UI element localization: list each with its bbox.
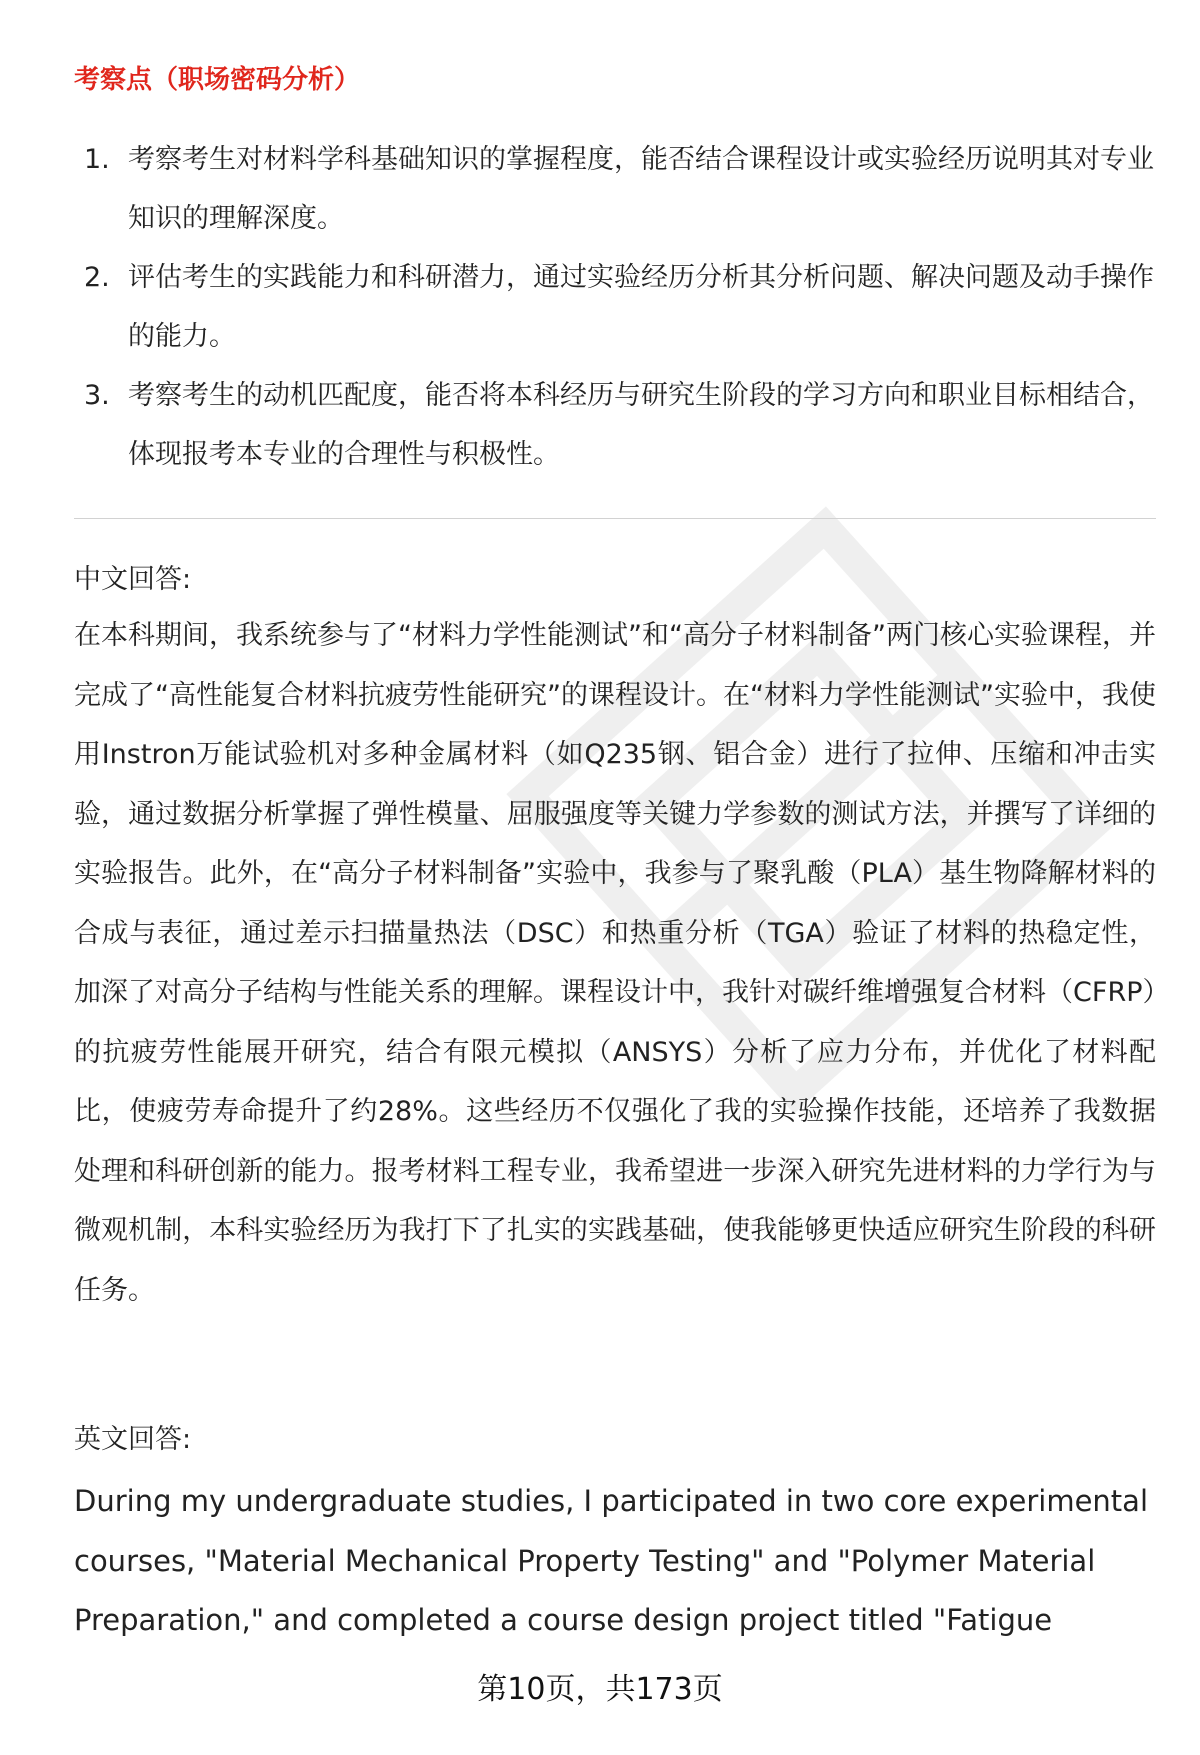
list-number: 1.: [84, 144, 110, 175]
list-item-text: 考察考生对材料学科基础知识的掌握程度，能否结合课程设计或实验经历说明其对专业知识的理解深度。: [128, 144, 1154, 234]
chinese-answer-label: 中文回答:: [74, 564, 192, 595]
list-item: [74, 366, 1154, 484]
list-number: 2.: [84, 262, 110, 293]
list-item: [74, 130, 1154, 248]
list-number: 3.: [84, 380, 110, 411]
section-title: 考察点（职场密码分析）: [74, 65, 361, 95]
page-number: 第10页，共173页: [477, 1672, 723, 1707]
evaluation-points-list: [74, 130, 1154, 484]
list-item-text: 评估考生的实践能力和科研潜力，通过实验经历分析其分析问题、解决问题及动手操作的能力。: [128, 262, 1154, 352]
section-divider: [74, 518, 1156, 519]
list-item: [74, 248, 1154, 366]
chinese-answer-text: 在本科期间，我系统参与了“材料力学性能测试”和“高分子材料制备”两门核心实验课程，并完成了“高性能复合材料抗疲劳性能研究”的课程设计。在“材料力学性能测试”实验中，我使用Instron万能试验机对多种金属材料（如Q235钢、铝合金）进行了拉伸、压缩和冲击实验，通过数据分析掌握了弹性模量、屈服强度等关键力学参数的测试方法，并撰写了详细的实验报告。此外，在“高分子材料制备”实验中，我参与了聚乳酸（PLA）基生物降解材料的合成与表征，通过差示扫描量热法（DSC）和热重分析（TGA）验证了材料的热稳定性，加深了对高分子结构与性能关系的理解。课程设计中，我针对碳纤维增强复合材料（CFRP）的抗疲劳性能展开研究，结合有限元模拟（ANSYS）分析了应力分布，并优化了材料配比，使疲劳寿命提升了约28%。这些经历不仅强化了我的实验操作技能，还培养了我数据处理和科研创新的能力。报考材料工程专业，我希望进一步深入研究先进材料的力学行为与微观机制，本科实验经历为我打下了扎实的实践基础，使我能够更快适应研究生阶段的科研任务。: [74, 620, 1156, 1306]
english-answer-text: During my undergraduate studies, I participated in two core experimental courses, "Material Mechanical Property Testing" and "Polymer Material Preparation," and completed a course design project titled "Fatigue: [74, 1484, 1149, 1637]
english-answer-label: 英文回答:: [74, 1424, 192, 1455]
list-item-text: 考察考生的动机匹配度，能否将本科经历与研究生阶段的学习方向和职业目标相结合，体现报考本专业的合理性与积极性。: [128, 380, 1154, 470]
